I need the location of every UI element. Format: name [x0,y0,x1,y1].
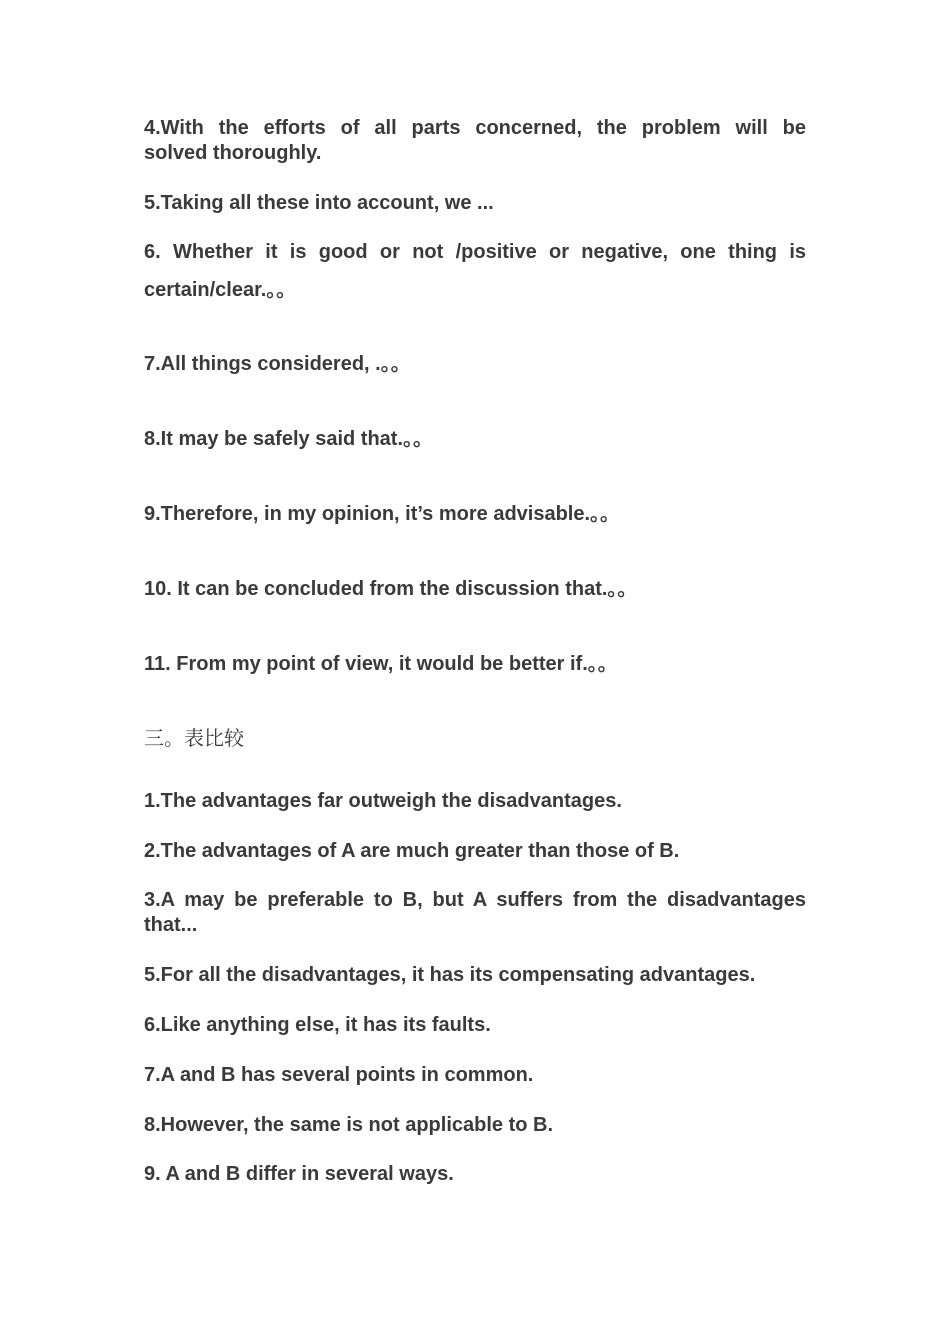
section-heading: 三。表比较 [144,726,244,750]
item-4-line-2: solved thoroughly. [144,142,322,164]
item-9: 9.Therefore, in my opinion, it’s more advisable.。。 [144,503,621,525]
compare-item-2: 2.The advantages of A are much greater than those of B. [144,840,680,862]
compare-item-3-line-1: 3.A may be preferable to B, but A suffers from the disadvantages [144,889,806,911]
item-5: 5.Taking all these into account, we ... [144,192,494,214]
compare-item-8: 8.However, the same is not applicable to B. [144,1114,554,1136]
item-10: 10. It can be concluded from the discussion that.。。 [144,578,638,600]
compare-item-9: 9. A and B differ in several ways. [144,1163,454,1185]
item-6-line-2: certain/clear.。。 [144,279,297,301]
item-4-line-1: 4.With the efforts of all parts concerned, the problem will be [144,117,806,139]
compare-item-3-line-2: that... [144,914,198,936]
compare-item-1: 1.The advantages far outweigh the disadvantages. [144,790,622,812]
item-8: 8.It may be safely said that.。。 [144,428,433,450]
item-7: 7.All things considered, .。。 [144,353,411,375]
compare-item-7: 7.A and B has several points in common. [144,1064,534,1086]
compare-item-5: 5.For all the disadvantages, it has its compensating advantages. [144,964,756,986]
compare-item-6: 6.Like anything else, it has its faults. [144,1014,491,1036]
item-6-line-1: 6. Whether it is good or not /positive or negative, one thing is [144,241,806,263]
item-11: 11. From my point of view, it would be better if.。。 [144,653,618,675]
